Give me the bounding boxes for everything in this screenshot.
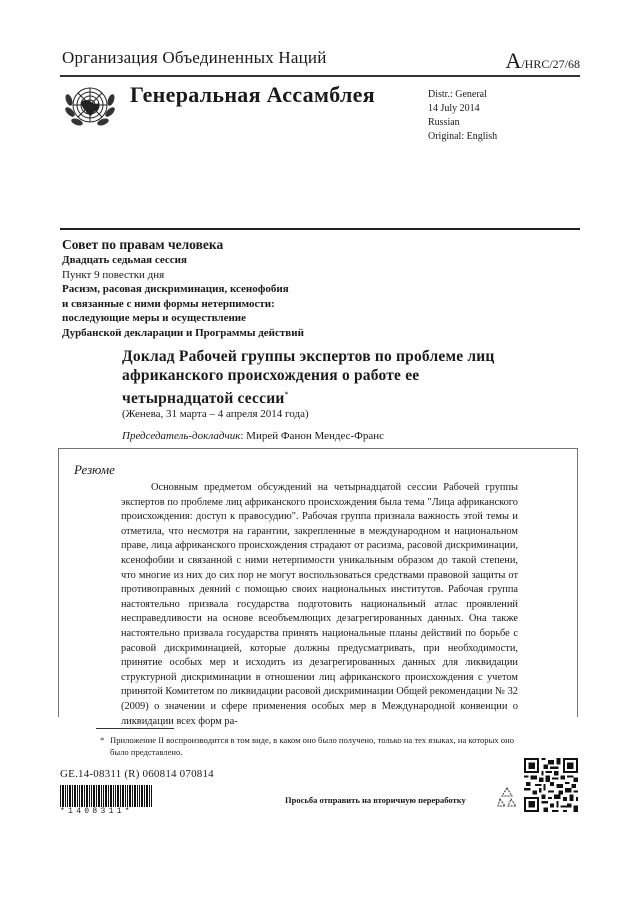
chair-name: : Мирей Фанон Мендес-Франс bbox=[240, 430, 385, 442]
chair-label: Председатель-докладчик bbox=[122, 430, 241, 442]
job-number: GE.14-08311 (R) 060814 070814 bbox=[60, 768, 214, 780]
organization-name: Организация Объединенных Наций bbox=[62, 48, 327, 67]
footnote-text: Приложение II воспроизводится в том виде, в каком оно было получено, только на тех языках, на которых оно было представлено. bbox=[110, 735, 514, 757]
recycle-text: Просьба отправить на вторичную переработку bbox=[285, 795, 466, 805]
section-rule bbox=[60, 228, 580, 230]
symbol-prefix: A bbox=[505, 48, 522, 73]
agenda-item: Пункт 9 повестки дня bbox=[62, 268, 165, 281]
council-title: Совет по правам человека bbox=[62, 237, 224, 252]
session-label: Двадцать седьмая сессия bbox=[62, 254, 187, 266]
body-title: Генеральная Ассамблея bbox=[130, 82, 375, 107]
agenda-line: и связанные с ними формы нетерпимости: bbox=[62, 297, 275, 310]
footnote-star: * bbox=[100, 735, 105, 745]
agenda-line: Расизм, расовая дискриминация, ксенофобия bbox=[62, 283, 289, 295]
footnote bbox=[100, 734, 518, 758]
recycle-icon bbox=[496, 786, 518, 808]
report-title bbox=[122, 347, 502, 408]
report-title-text: Доклад Рабочей группы экспертов по проблеме лиц африканского происхождения о работе ее четырнадцатой сессии bbox=[122, 348, 495, 408]
footnote-rule bbox=[96, 728, 174, 729]
distr-label: Distr.: General bbox=[428, 89, 487, 100]
distribution-block bbox=[428, 88, 497, 144]
barcode-icon bbox=[60, 785, 152, 807]
barcode-number: *1408311* bbox=[60, 807, 133, 816]
document-date: 14 July 2014 bbox=[428, 103, 480, 114]
footnote-marker[interactable]: * bbox=[284, 390, 289, 399]
council-block bbox=[62, 237, 304, 340]
qr-code-icon bbox=[524, 755, 578, 815]
document-language: Russian bbox=[428, 117, 460, 128]
agenda-line: Дурбанской декларации и Программы действий bbox=[62, 326, 304, 339]
symbol-rest: /HRC/27/68 bbox=[521, 57, 580, 71]
summary-text: Основным предметом обсуждений на четырнадцатой сессии Рабочей группы экспертов по проблеме лиц африканского происхождения была тема "Лица африканского происхождения: доступ к правосудию". Рабочая группа признала важность этой темы и отметила, что несмотря на гарантии, закрепленные в международном и национальном праве, лица африканского происхождения страдают от расизма, расовой дискриминации, ксенофобии и связанной с ними нетерпимости уникальным образом до такой степени, что многие из них до сих пор не могут воспользоваться средствами правовой защиты от противоправных деяний с помощью своих национальных институтов. Рабочая группа настоятельно призвала государства подготовить национальный атлас проявлений несправедливости на основе всеобъемлющих дезагрегированных данных. Она также настоятельно призвала государства принять национальные планы действий по борьбе с расовой дискриминацией, которые должны предусматривать, при необходимости, принятие особых мер и исходить из дезагрегированных данных для ликвидации структурной дискриминации в отношении лиц африканского происхождения с учетом принятой Комитетом по ликвидации расовой дискриминации Общей рекомендации № 32 (2009) о значении и сфере применения особых мер в Международной конвенции о ликвидации всех форм ра- bbox=[121, 482, 518, 727]
header-rule bbox=[60, 75, 580, 77]
chair-info bbox=[122, 430, 384, 442]
agenda-line: последующие меры и осуществление bbox=[62, 312, 247, 324]
document-symbol bbox=[505, 48, 580, 74]
meeting-info: (Женева, 31 марта – 4 апреля 2014 года) bbox=[122, 408, 309, 420]
un-emblem-icon bbox=[63, 80, 117, 134]
original-language: Original: English bbox=[428, 131, 498, 142]
summary-label: Резюме bbox=[74, 462, 115, 477]
